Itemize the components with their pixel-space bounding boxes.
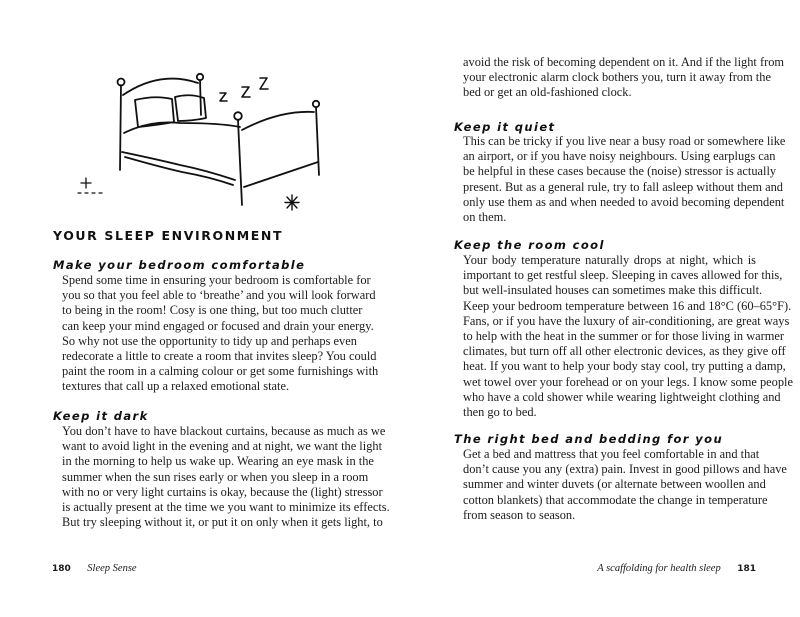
text-line: Your body temperature naturally drops at night, which is: [463, 253, 756, 267]
text-line: to help with the heat in the summer or for those living in warmer: [463, 329, 785, 344]
text-line: present. But as a general rule, try to fall asleep without them and: [463, 179, 783, 194]
text-line: can keep your mind engaged or focused and drain your energy.: [62, 318, 374, 333]
bed-icon: [118, 74, 320, 205]
subheading-keep-cool: Keep the room cool: [454, 238, 605, 252]
text-line: cotton blankets) that accommodate the change in temperature: [463, 492, 768, 507]
text-line: bed or get an old-fashioned clock.: [463, 85, 632, 100]
text-line: summer when the sun rises early or when you sleep in a room: [62, 469, 369, 484]
text-line: textures that call up a relaxed emotional state.: [62, 379, 290, 394]
text-line: you so that you feel able to ‘breathe’ and you will look forward: [62, 288, 376, 303]
subheading-right-bed: The right bed and bedding for you: [454, 432, 724, 446]
paragraph-continuation: [463, 55, 785, 101]
zzz-icon: [220, 78, 268, 101]
text-line: in the morning to help us wake up. Wearing an eye mask in the: [62, 454, 374, 469]
text-line: on them.: [463, 210, 507, 225]
text-line: wet towel over your forehead or on your legs. I know some people: [463, 374, 793, 389]
right-footer: [597, 563, 756, 574]
left-footer: [52, 563, 137, 574]
text-line: summer and winter duvets (or alternate between woollen and: [463, 477, 766, 492]
text-line: This can be tricky if you live near a busy road or somewhere like: [463, 134, 786, 148]
text-line: your electronic alarm clock bothers you, turn it away from the: [463, 70, 771, 85]
text-line: But try sleeping without it, or put it on only when it gets light, to: [62, 515, 383, 530]
subheading-keep-quiet: Keep it quiet: [454, 120, 556, 134]
text-line: You don’t have to have blackout curtains, because as much as we: [62, 424, 386, 438]
paragraph-keep-dark: [62, 424, 390, 530]
paragraph-keep-quiet: [463, 134, 786, 225]
text-line: only use them as and when needed to avoid becoming dependent: [463, 194, 785, 209]
text-line: climates, but turn off all other electronic devices, as they give off: [463, 344, 786, 359]
text-line: Get a bed and mattress that you feel comfortable in and that: [463, 447, 760, 461]
text-line: important to get restful sleep. Sleeping in caves allowed for this,: [463, 268, 783, 283]
right-page: [400, 0, 800, 617]
running-head: Sleep Sense: [87, 563, 137, 574]
bed-illustration: [70, 55, 330, 220]
section-title: YOUR SLEEP ENVIRONMENT: [53, 228, 284, 243]
paragraph-bedroom-comfortable: [62, 273, 379, 395]
text-line: redecorate a little to create a room that invites sleep? You could: [62, 349, 377, 364]
text-line: who have a cold shower while wearing lightweight clothing and: [463, 389, 781, 404]
paragraph-right-bed: [463, 447, 787, 523]
text-line: from season to season.: [463, 507, 576, 522]
text-line: an airport, or if you have noisy neighbours. Using earplugs can: [463, 149, 776, 164]
text-line: Fans, or if you have the luxury of air-conditioning, are great ways: [463, 313, 790, 328]
paragraph-keep-cool: [463, 253, 793, 420]
text-line: avoid the risk of becoming dependent on it. And if the light from: [463, 55, 785, 69]
text-line: be helpful in these cases because the (noise) stressor is actually: [463, 164, 777, 179]
text-line: So why not use the opportunity to tidy up and perhaps even: [62, 333, 357, 348]
text-line: Spend some time in ensuring your bedroom is comfortable for: [62, 273, 371, 287]
plus-icon: [81, 178, 91, 188]
text-line: but well-insulated houses can sometimes make this difficult.: [463, 283, 763, 298]
text-line: don’t cause you any (extra) pain. Invest in good pillows and have: [463, 462, 787, 477]
text-line: with no or very light curtains is okay, because the (light) stressor: [62, 484, 383, 499]
text-line: to being in the room! Cosy is one thing, but too much clutter: [62, 303, 363, 318]
text-line: want to avoid light in the evening and at night, we want the light: [62, 439, 383, 454]
subheading-bedroom-comfortable: Make your bedroom comfortable: [53, 258, 306, 272]
text-line: Keep your bedroom temperature between 16 and 18°C (60–65°F).: [463, 298, 792, 313]
text-line: paint the room in a calming colour or get some furnishings with: [62, 364, 379, 379]
page-number: 180: [52, 564, 71, 574]
text-line: then go to bed.: [463, 405, 537, 420]
subheading-keep-dark: Keep it dark: [53, 409, 149, 423]
page-number: 181: [737, 564, 756, 574]
asterisk-icon: [285, 195, 299, 210]
text-line: heat. If you want to help your body stay cool, try putting a damp,: [463, 359, 786, 374]
running-head: A scaffolding for health sleep: [597, 563, 721, 574]
text-line: is actually present at the time we you want to minimize its effects.: [62, 500, 390, 515]
